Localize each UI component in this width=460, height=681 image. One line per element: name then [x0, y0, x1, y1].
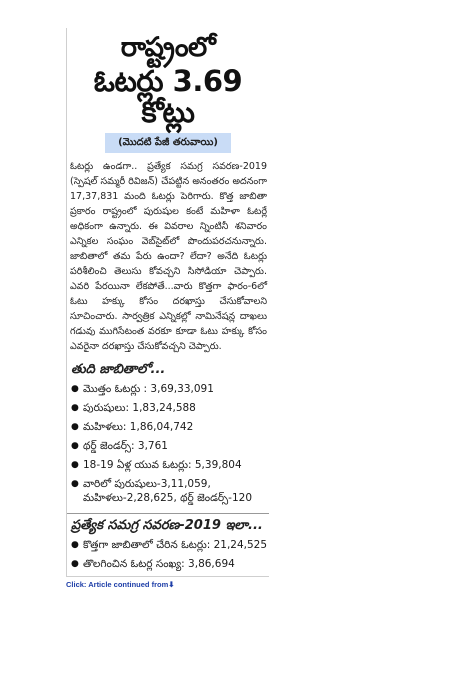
bullet-icon: ● — [71, 384, 79, 395]
caption-text: Click: Article continued from — [66, 580, 169, 589]
list-item: ● థర్డ్ జెండర్స్: 3,761 — [71, 440, 168, 453]
final-list — [67, 382, 269, 505]
article-continued-link[interactable] — [66, 580, 175, 589]
list-item: ● మొత్తం ఓటర్లు : 3,69,33,091 — [71, 383, 214, 396]
continued-label: (మొదటి పేజీ తరువాయి) — [105, 133, 231, 153]
news-clipping — [66, 28, 269, 577]
bullet-icon: ● — [71, 422, 79, 433]
bullet-icon: ● — [71, 460, 79, 471]
article-body: ఓటర్లు ఉండగా.. ప్రత్యేక సమగ్ర సవరణ-2019 (స్పెషల్ సమ్మరీ రివిజన్) చేపట్టిన అనంతరం అదనంగా 17,37,831 మంది ఓటర్లు పెరిగారు. కొత్త జాబితా ప్రకారం రాష్ట్రంలో పురుషుల కంటే మహిళా ఓటర్లే అధికంగా ఉన్నారు. ఈ వివరాల న్నింటినీ శనివారం ఎన్నికల సంఘం వెబ్‌సైట్‌లో పొందుపరచనున్నారు. జాబితాలో తమ పేరు ఉందా? లేదా? అనేది ఓటర్లు పరిశీలించి తెలుసు కోవచ్చని సిసోడియా చెప్పారు. ఎవరి పేరయినా లేకపోతే...వారు కొత్తగా ఫారం-6లో ఓటు హక్కు కోసం దరఖాస్తు చేసుకోవాలని సూచించారు. సార్వత్రిక ఎన్నికల్లో నామినేషన్ల దాఖలు గడువు ముగిసేటంత వరకూ కూడా ఓటు హక్కు కోసం ఎవరైనా దరఖాస్తు చేసుకోవచ్చని చెప్పారు. — [70, 161, 267, 353]
list-item: ● వారిలో పురుషులు-3,11,059, మహిళలు-2,28,625, థర్డ్ జెండర్స్-120 — [71, 478, 252, 505]
bullet-icon: ● — [71, 479, 79, 490]
headline-line-2: ఓటర్లు 3.69 కోట్లు — [93, 64, 243, 129]
list-item: ● కొత్తగా జాబితాలో చేరిన ఓటర్లు: 21,24,525 — [71, 539, 268, 552]
bullet-icon: ● — [71, 559, 79, 570]
list-item: ● మహిళలు: 1,86,04,742 — [71, 421, 194, 434]
final-list-heading: తుది జాబితాలో... — [71, 362, 166, 378]
list-item: ● 18-19 ఏళ్ల యువ ఓటర్లు: 5,39,804 — [71, 459, 242, 472]
bullet-icon: ● — [71, 540, 79, 551]
bullet-icon: ● — [71, 441, 79, 452]
arrow-down-icon: ⬇ — [168, 580, 175, 589]
list-item: ● పురుషులు: 1,83,24,588 — [71, 402, 196, 415]
bullet-icon: ● — [71, 403, 79, 414]
list-item: ● తొలగించిన ఓటర్ల సంఖ్య: 3,86,694 — [71, 558, 235, 571]
revision-list — [67, 538, 269, 571]
headline-line-1: రాష్ట్రంలో — [120, 32, 216, 63]
revision-list-heading: ప్రత్యేక సమగ్ర సవరణ-2019 ఇలా... — [67, 513, 269, 536]
